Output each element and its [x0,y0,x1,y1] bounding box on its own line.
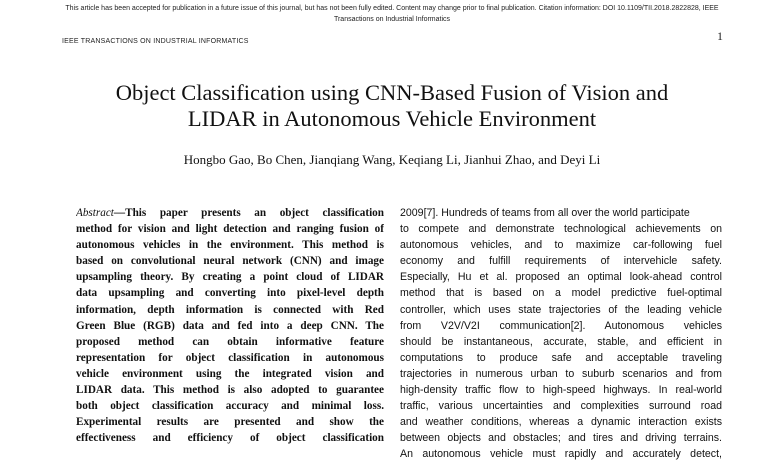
abstract-text: This paper presents an object classification [125,207,384,219]
body-line: computations to produce safe and acceptable traveling [400,351,722,364]
body-line: economy and fulfill requirements of intervehicle safety. [400,255,722,268]
abstract-line: data upsampling and converting into pixel-level depth [76,287,384,300]
abstract-line: both object classification accuracy and minimal loss. [76,400,384,413]
body-line: 2009[7]. Hundreds of teams from all over the world participate [400,207,690,219]
abstract-column [76,205,384,446]
abstract-line: representation for object classification in autonomous [76,351,384,364]
abstract-line: proposed method can obtain informative feature [76,335,384,348]
page-number: 1 [717,29,723,43]
journal-name: IEEE TRANSACTIONS ON INDUSTRIAL INFORMATICS [62,38,249,45]
notice-line-1: This article has been accepted for publication in a future issue of this journal, but has not been fully edited. Content may change prior to final publication. Citation information: DOI 10.1109/TII.2018.2822828, IEEE [65,5,719,12]
abstract-line [76,205,384,221]
body-line: autonomous vehicles, and to maximize car-following fuel [400,239,722,252]
paper-title [60,80,724,132]
body-line: Especially, Hu et al. proposed an optimal look-ahead control [400,271,722,284]
abstract-line: effectiveness and efficiency of object classification [76,432,384,445]
notice-line-2: Transactions on Industrial Informatics [333,16,451,23]
body-line: method that is based on a model predictive fuel-optimal [400,287,722,300]
body-line: should be instantaneous, accurate, stable, and efficient in [400,335,722,348]
abstract-line: Experimental results are presented and show the [76,416,384,429]
body-line: An autonomous vehicle must rapidly and accurately detect, [400,448,722,461]
body-line: high-density traffic flow to high-speed highways. In real-world [400,384,722,397]
abstract-line: information, depth information is connected with Red [76,303,384,316]
abstract-label: Abstract [76,207,114,219]
title-line-1: Object Classification using CNN-Based Fusion of Vision and [115,80,669,105]
body-line: to compete and demonstrate technological achievements on [400,223,722,236]
abstract-dash: — [113,207,126,219]
title-line-2: LIDAR in Autonomous Vehicle Environment [187,106,597,131]
abstract-line: upsampling theory. By creating a point cloud of LIDAR [76,271,384,284]
body-line: controller, which uses state trajectories of the leading vehicle [400,303,722,316]
abstract-line: autonomous vehicles in the environment. This method is [76,239,384,252]
abstract-line: vehicle environment using the integrated vision and [76,367,384,380]
body-line: from V2V/V2I communication[2]. Autonomous vehicles [400,319,722,332]
body-column [400,205,722,463]
body-line: trajectories in numerous urban to suburb scenarios and from [400,367,722,380]
body-line: traffic, various uncertainties and complexities surround road [400,400,722,413]
body-line: between objects and obstacles; and tires and driving terrains. [400,432,722,445]
author-list: Hongbo Gao, Bo Chen, Jianqiang Wang, Keqiang Li, Jianhui Zhao, and Deyi Li [183,152,601,167]
abstract-line: method for vision and light detection and ranging fusion of [76,223,384,236]
publication-notice [0,3,784,25]
abstract-line: based on convolutional neural network (CNN) and image [76,255,384,268]
abstract-line: LIDAR data. This method is also adopted to guarantee [76,384,384,397]
body-line: and weather conditions, whereas a dynamic interaction exists [400,416,722,429]
abstract-line: Green Blue (RGB) data and fed into a deep CNN. The [76,319,384,332]
